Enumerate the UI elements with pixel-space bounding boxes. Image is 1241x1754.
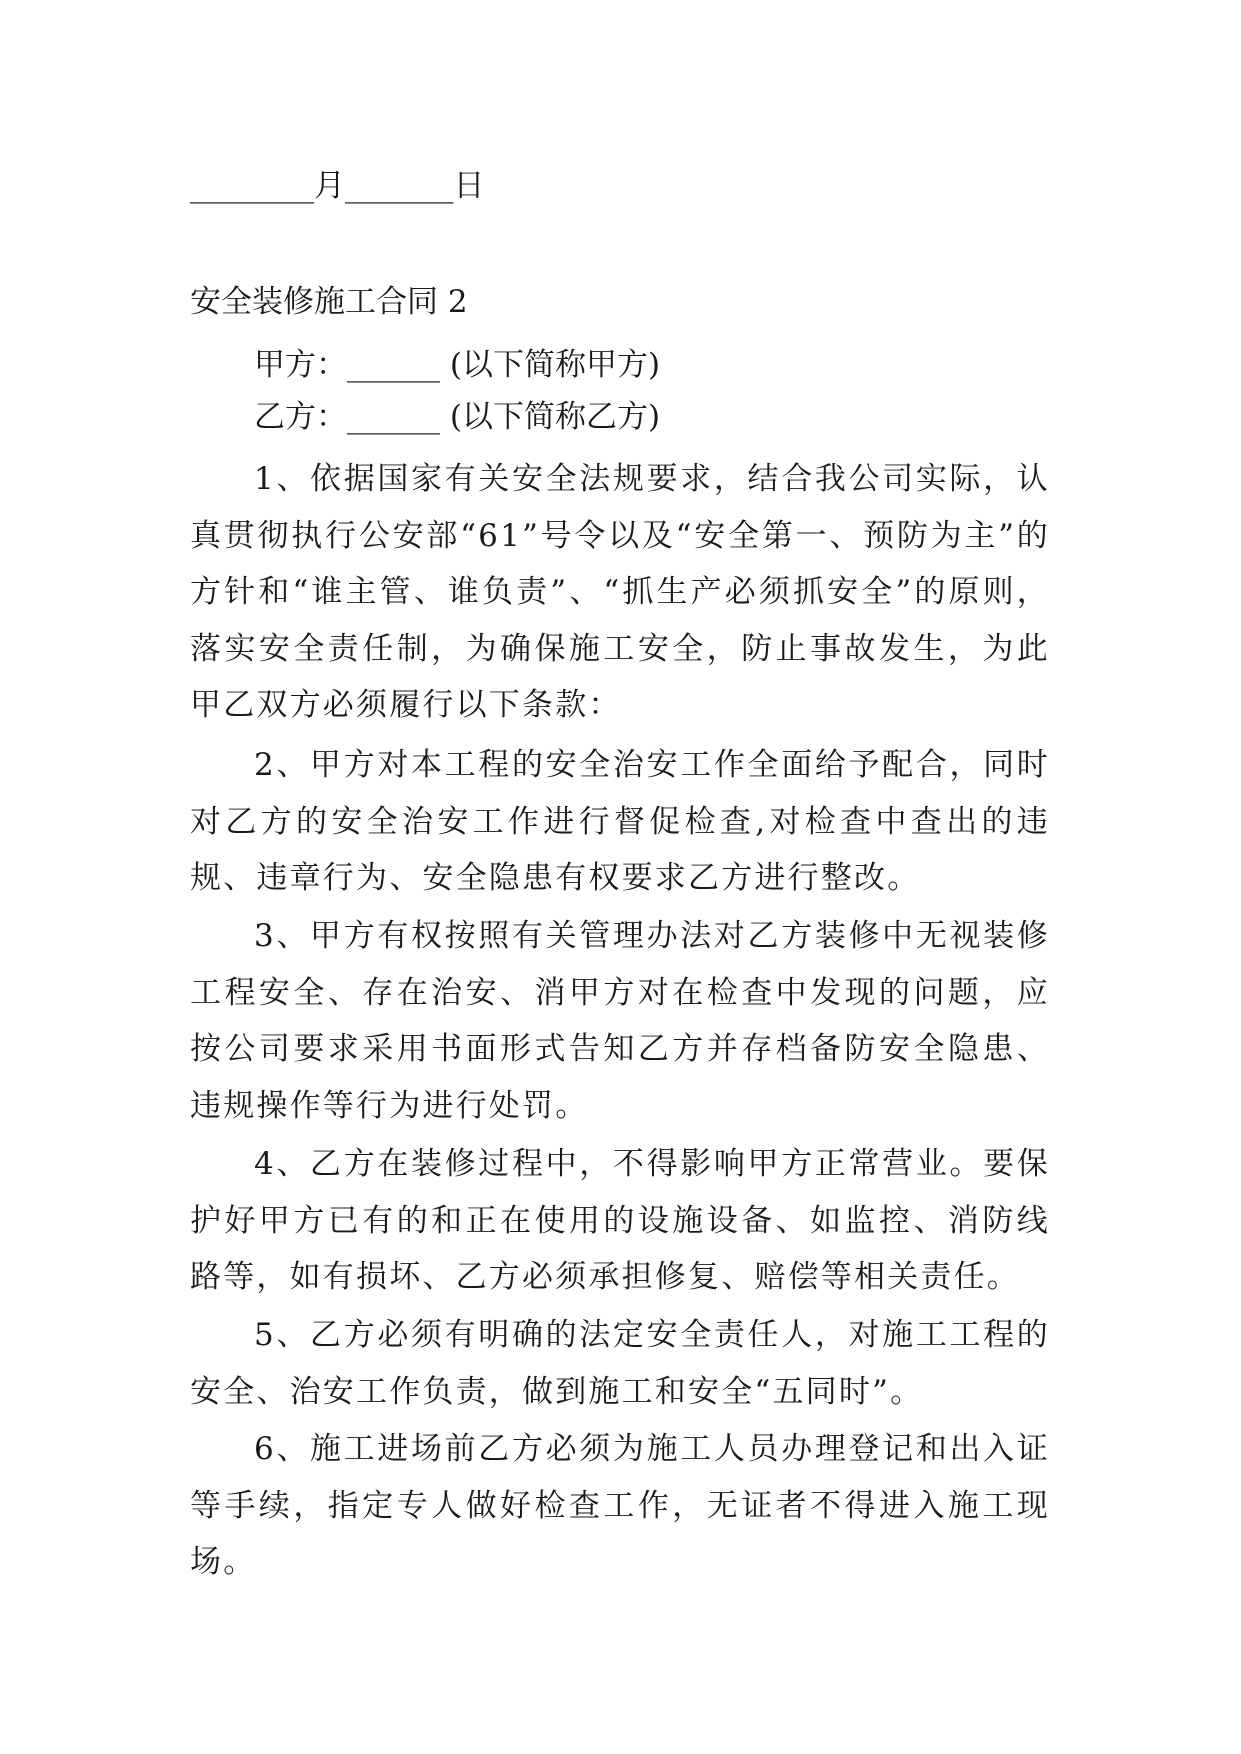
- date-line: ________月_______日: [190, 168, 485, 204]
- clause-4: 4、乙方在装修过程中，不得影响甲方正常营业。要保护好甲方已有的和正在使用的设施设备、如监控、消防线路等，如有损坏、乙方必须承担修复、赔偿等相关责任。: [190, 1146, 1050, 1296]
- party-a-line: 甲方：______ (以下简称甲方): [254, 347, 661, 383]
- clause-5: 5、乙方必须有明确的法定安全责任人，对施工工程的安全、治安工作负责，做到施工和安全“五同时”。: [190, 1317, 1050, 1410]
- clause-1: 1、依据国家有关安全法规要求，结合我公司实际，认真贯彻执行公安部“61”号令以及“安全第一、预防为主”的方针和“谁主管、谁负责”、“抓生产必须抓安全”的原则，落实安全责任制，为确保施工安全，防止事故发生，为此甲乙双方必须履行以下条款：: [190, 461, 1050, 724]
- clause-2: 2、甲方对本工程的安全治安工作全面给予配合，同时对乙方的安全治安工作进行督促检查,对检查中查出的违规、违章行为、安全隐患有权要求乙方进行整改。: [190, 747, 1050, 897]
- clause-3: 3、甲方有权按照有关管理办法对乙方装修中无视装修工程安全、存在治安、消甲方对在检查中发现的问题，应按公司要求采用书面形式告知乙方并存档备防安全隐患、违规操作等行为进行处罚。: [190, 918, 1050, 1124]
- clause-6: 6、施工进场前乙方必须为施工人员办理登记和出入证等手续，指定专人做好检查工作，无证者不得进入施工现场。: [190, 1431, 1050, 1581]
- party-b-line: 乙方：______ (以下简称乙方): [254, 399, 661, 435]
- contract-title: 安全装修施工合同 2: [190, 284, 468, 320]
